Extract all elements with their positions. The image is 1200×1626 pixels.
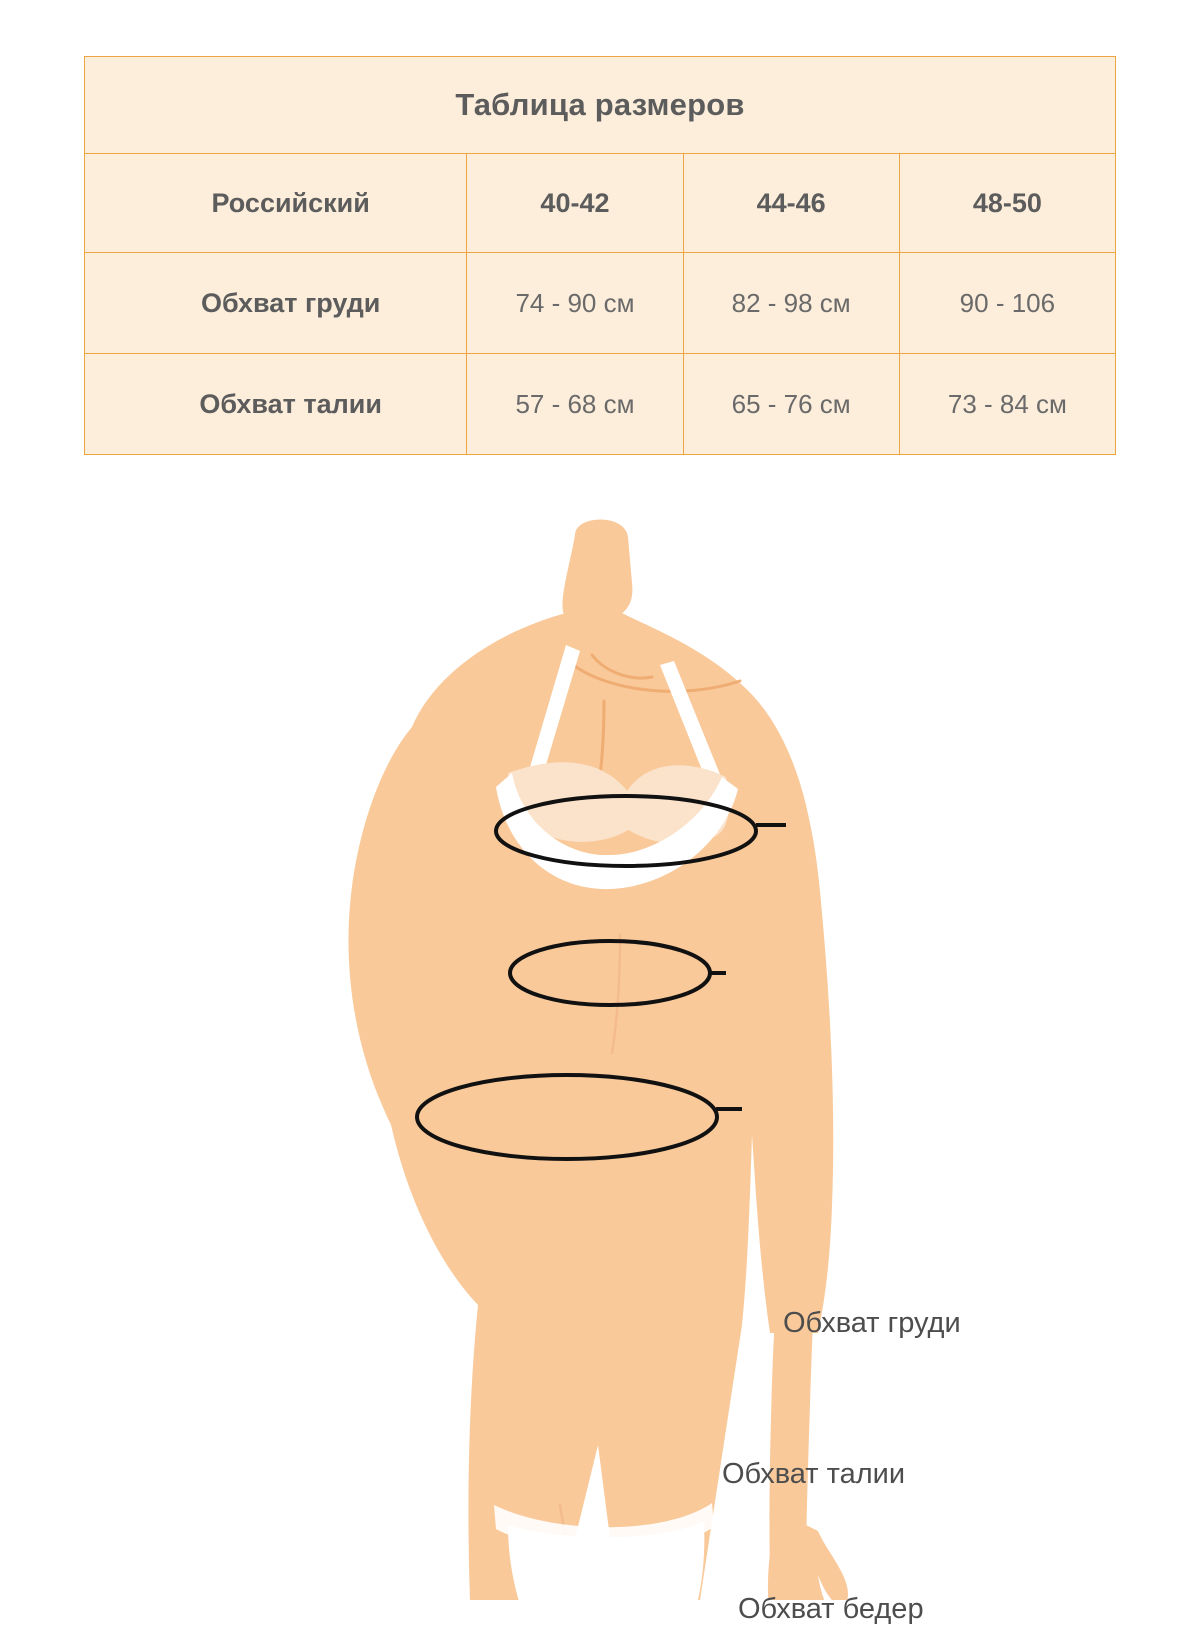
measurement-label-bust: Обхват груди <box>85 253 467 354</box>
measurement-label-waist: Обхват талии <box>85 354 467 455</box>
page-title: Таблица размеров <box>85 57 1116 154</box>
waist-value-2: 65 - 76 см <box>683 354 899 455</box>
table-row <box>85 253 1116 354</box>
bust-value-1: 74 - 90 см <box>467 253 683 354</box>
table-title-row <box>85 57 1116 154</box>
table-row <box>85 354 1116 455</box>
body-shape <box>348 520 848 1601</box>
size-column-3: 48-50 <box>899 154 1115 253</box>
table-row-header-label: Российский <box>85 154 467 253</box>
size-column-2: 44-46 <box>683 154 899 253</box>
callout-label-bust: Обхват груди <box>783 1307 961 1339</box>
bust-value-2: 82 - 98 см <box>683 253 899 354</box>
female-body-illustration <box>0 505 1200 1600</box>
measurement-figure <box>0 505 1200 1625</box>
callout-label-hips: Обхват бедер <box>738 1593 924 1625</box>
bust-value-3: 90 - 106 <box>899 253 1115 354</box>
waist-value-1: 57 - 68 см <box>467 354 683 455</box>
waist-value-3: 73 - 84 см <box>899 354 1115 455</box>
table-header-row <box>85 154 1116 253</box>
size-table <box>84 56 1116 455</box>
size-chart-table <box>84 56 1116 455</box>
size-column-1: 40-42 <box>467 154 683 253</box>
callout-label-waist: Обхват талии <box>722 1458 906 1490</box>
